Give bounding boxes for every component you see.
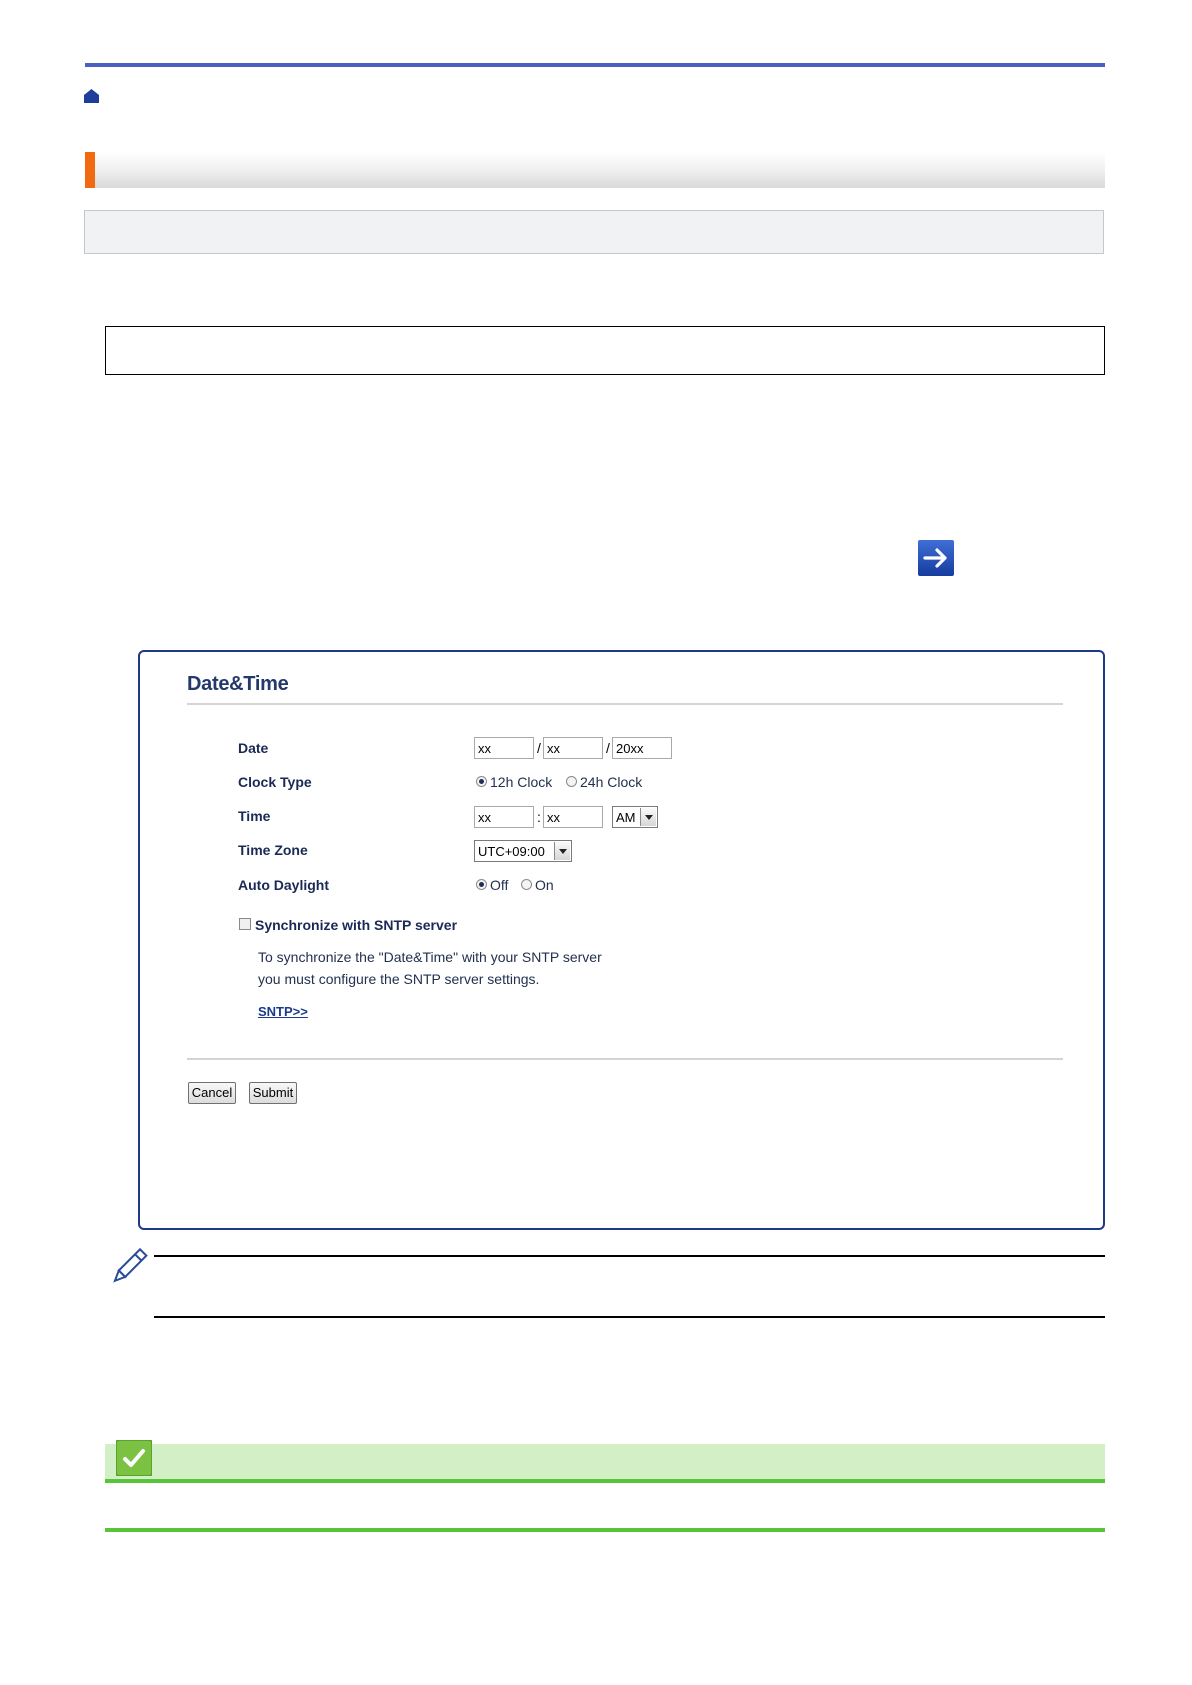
- clock-type-label: Clock Type: [238, 774, 312, 790]
- arrow-right-icon[interactable]: [918, 540, 954, 576]
- date-year-field[interactable]: 20xx: [612, 737, 672, 759]
- top-rule: [85, 63, 1105, 67]
- clock-12h-radio[interactable]: [476, 776, 487, 787]
- daylight-off-label: Off: [490, 877, 509, 893]
- checkmark-icon: [116, 1440, 152, 1476]
- date-separator: /: [606, 740, 610, 756]
- time-zone-select[interactable]: [474, 840, 572, 862]
- submit-button[interactable]: Submit: [249, 1082, 297, 1104]
- panel-title: Date&Time: [187, 673, 289, 695]
- daylight-on-radio[interactable]: [521, 879, 532, 890]
- time-zone-value: UTC+09:00: [478, 844, 545, 859]
- sntp-sync-checkbox[interactable]: [239, 918, 251, 930]
- section-header-bar: [85, 152, 1105, 188]
- sntp-help-line-2: you must configure the SNTP server settings.: [258, 971, 540, 987]
- related-info-rule: [105, 1479, 1105, 1483]
- date-label: Date: [238, 740, 269, 756]
- chevron-down-icon: [554, 842, 570, 860]
- date-separator: /: [537, 740, 541, 756]
- daylight-off-radio[interactable]: [476, 879, 487, 890]
- home-icon[interactable]: [83, 88, 100, 104]
- ampm-select[interactable]: [612, 806, 658, 828]
- time-label: Time: [238, 808, 271, 824]
- related-info-bottom-rule: [105, 1528, 1105, 1532]
- outlined-box: [105, 326, 1105, 375]
- clock-12h-label: 12h Clock: [490, 774, 553, 790]
- clock-24h-radio[interactable]: [566, 776, 577, 787]
- date-month-field[interactable]: xx: [474, 737, 534, 759]
- time-separator: :: [537, 809, 541, 825]
- note-bottom-rule: [154, 1316, 1105, 1318]
- note-top-rule: [154, 1255, 1105, 1257]
- related-info-bar: [105, 1444, 1105, 1479]
- date-day-field[interactable]: xx: [543, 737, 603, 759]
- pencil-icon: [108, 1248, 148, 1286]
- time-hour-field[interactable]: xx: [474, 806, 534, 828]
- chevron-down-icon: [640, 808, 656, 826]
- divider: [187, 1058, 1063, 1060]
- cancel-button[interactable]: Cancel: [188, 1082, 236, 1104]
- info-box: [84, 210, 1104, 254]
- time-minute-field[interactable]: xx: [543, 806, 603, 828]
- section-accent: [85, 152, 95, 188]
- time-zone-label: Time Zone: [238, 842, 308, 858]
- sntp-link[interactable]: SNTP>>: [258, 1004, 308, 1019]
- ampm-value: AM: [616, 810, 636, 825]
- sntp-help-line-1: To synchronize the "Date&Time" with your SNTP server: [258, 949, 602, 965]
- auto-daylight-label: Auto Daylight: [238, 877, 329, 893]
- clock-24h-label: 24h Clock: [580, 774, 643, 790]
- daylight-on-label: On: [535, 877, 554, 893]
- sntp-sync-label: Synchronize with SNTP server: [255, 917, 458, 933]
- divider: [187, 703, 1063, 705]
